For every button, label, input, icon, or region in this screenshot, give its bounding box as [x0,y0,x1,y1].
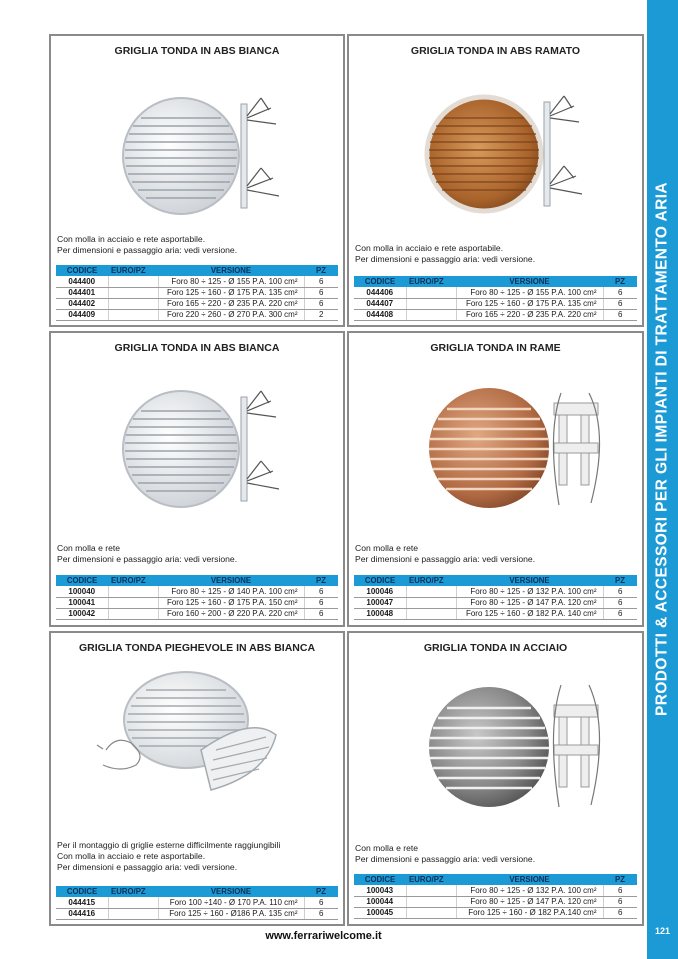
cell-price [108,586,158,597]
panel-title: GRIGLIA TONDA IN RAME [430,342,561,354]
header-code: CODICE [56,265,108,276]
cell-price [406,309,456,320]
header-version: VERSIONE [456,874,603,885]
spec-table [354,276,637,321]
cell-code: 044407 [354,298,406,309]
header-qty: PZ [603,575,637,586]
cell-code: 044400 [56,276,108,287]
table-row [56,276,338,287]
header-version: VERSIONE [158,886,304,897]
cell-code: 044416 [56,908,108,919]
table-row [56,309,338,320]
spec-table [56,265,338,321]
panel-description [355,843,636,865]
header-qty: PZ [304,886,338,897]
product-panel-pieghevole [49,631,345,926]
cell-qty: 6 [603,309,637,320]
cell-price [108,608,158,619]
header-price: EURO/PZ [406,276,456,287]
spec-table [56,575,338,620]
cell-code: 044402 [56,298,108,309]
header-code: CODICE [56,575,108,586]
cell-qty: 6 [304,287,338,298]
cell-price [406,885,456,896]
header-price: EURO/PZ [406,575,456,586]
steel-grille-image [419,669,609,819]
desc-line: Con molla e rete [355,543,419,553]
cell-qty: 6 [603,885,637,896]
cell-version: Foro 80 ÷ 125 - Ø 140 P.A. 100 cm² [158,586,304,597]
desc-line: Per dimensioni e passaggio aria: vedi versione. [355,854,536,864]
cell-price [406,586,456,597]
cell-code: 100040 [56,586,108,597]
spec-table [56,886,338,920]
cell-qty: 6 [603,586,637,597]
cell-qty: 6 [304,298,338,309]
cell-qty: 6 [304,897,338,908]
cell-price [406,907,456,918]
cell-qty: 6 [603,907,637,918]
header-qty: PZ [603,276,637,287]
panel-title: GRIGLIA TONDA IN ABS BIANCA [114,342,280,354]
header-version: VERSIONE [456,575,603,586]
cell-version: Foro 165 ÷ 220 - Ø 235 P.A. 220 cm² [456,309,603,320]
cell-qty: 6 [603,896,637,907]
cell-code: 044415 [56,897,108,908]
product-panel-acciaio [347,631,644,926]
cell-price [108,897,158,908]
cell-code: 100042 [56,608,108,619]
table-row [354,885,637,896]
cell-qty: 6 [304,586,338,597]
cell-version: Foro 160 ÷ 200 - Ø 220 P.A. 220 cm² [158,608,304,619]
page-number: 121 [654,926,671,936]
desc-line: Con molla in acciaio e rete asportabile. [57,851,206,861]
panel-title: GRIGLIA TONDA IN ABS BIANCA [114,45,280,57]
table-row [56,897,338,908]
cell-qty: 6 [603,287,637,298]
cell-code: 100046 [354,586,406,597]
cell-price [406,896,456,907]
cell-version: Foro 100 ÷140 - Ø 170 P.A. 110 cm² [158,897,304,908]
sidebar-title: PRODOTTI & ACCESSORI PER GLI IMPIANTI DI TRATTAMENTO ARIA [653,182,671,717]
header-code: CODICE [354,575,406,586]
desc-line: Per dimensioni e passaggio aria: vedi versione. [355,554,536,564]
cell-price [406,298,456,309]
desc-line: Con molla e rete [57,543,121,553]
panel-description [57,543,337,565]
panel-description [355,543,636,565]
header-code: CODICE [354,874,406,885]
spec-table [354,874,637,919]
cell-qty: 6 [304,597,338,608]
cell-version: Foro 80 ÷ 125 - Ø 132 P.A. 100 cm² [456,885,603,896]
header-version: VERSIONE [456,276,603,287]
cell-version: Foro 165 ÷ 220 - Ø 235 P.A. 220 cm² [158,298,304,309]
cell-code: 044401 [56,287,108,298]
cell-code: 100041 [56,597,108,608]
header-qty: PZ [304,575,338,586]
desc-line: Con molla e rete [355,843,419,853]
cell-code: 044409 [56,309,108,320]
cell-qty: 6 [304,608,338,619]
cell-version: Foro 80 ÷ 125 - Ø 155 P.A. 100 cm² [158,276,304,287]
table-row [56,908,338,919]
cell-price [108,309,158,320]
table-row [354,298,637,309]
cell-qty: 6 [603,298,637,309]
desc-line: Per dimensioni e passaggio aria: vedi versione. [57,245,238,255]
white-round-grille-image [111,379,291,529]
cell-price [406,287,456,298]
cell-version: Foro 125 ÷ 160 - Ø 175 P.A. 135 cm² [158,287,304,298]
panel-title: GRIGLIA TONDA IN ACCIAIO [423,642,568,654]
product-panel-abs-ramato [347,34,644,327]
cell-price [406,597,456,608]
table-row [354,309,637,320]
header-code: CODICE [56,886,108,897]
cell-price [108,287,158,298]
cell-price [108,276,158,287]
table-row [354,907,637,918]
copper-grille-image [419,373,609,523]
header-version: VERSIONE [158,265,304,276]
cell-price [406,608,456,619]
cell-version: Foro 125 ÷ 160 - Ø 182 P.A. 140 cm² [456,608,603,619]
white-round-grille-image [111,86,291,236]
header-price: EURO/PZ [108,265,158,276]
cell-code: 100045 [354,907,406,918]
header-qty: PZ [304,265,338,276]
table-row [56,287,338,298]
table-row [354,586,637,597]
desc-line: Con molla in acciaio e rete asportabile. [355,243,504,253]
cell-qty: 2 [304,309,338,320]
cell-version: Foro 125 ÷ 160 - Ø 182 P.A.140 cm² [456,907,603,918]
desc-line: Per dimensioni e passaggio aria: vedi versione. [355,254,536,264]
panel-title: GRIGLIA TONDA PIEGHEVOLE IN ABS BIANCA [78,642,316,654]
cell-qty: 6 [304,276,338,287]
desc-line: Per dimensioni e passaggio aria: vedi versione. [57,862,238,872]
cell-version: Foro 80 ÷ 125 - Ø 132 P.A. 100 cm² [456,586,603,597]
cell-version: Foro 125 ÷ 160 - Ø 175 P.A. 150 cm² [158,597,304,608]
cell-code: 044406 [354,287,406,298]
table-row [354,597,637,608]
table-row [56,586,338,597]
cell-price [108,597,158,608]
cell-qty: 6 [304,908,338,919]
header-price: EURO/PZ [108,886,158,897]
cell-code: 100044 [354,896,406,907]
cell-qty: 6 [603,597,637,608]
panel-title: GRIGLIA TONDA IN ABS RAMATO [410,45,581,57]
cell-version: Foro 125 ÷ 160 - Ø186 P.A. 135 cm² [158,908,304,919]
cell-version: Foro 220 ÷ 260 - Ø 270 P.A. 300 cm² [158,309,304,320]
cell-code: 100048 [354,608,406,619]
table-row [56,608,338,619]
cell-version: Foro 80 ÷ 125 - Ø 147 P.A. 120 cm² [456,597,603,608]
panel-description [355,243,636,265]
desc-line: Per dimensioni e passaggio aria: vedi versione. [57,554,238,564]
cell-version: Foro 80 ÷ 125 - Ø 147 P.A. 120 cm² [456,896,603,907]
panel-description [57,840,337,873]
header-price: EURO/PZ [406,874,456,885]
header-qty: PZ [603,874,637,885]
product-panel-abs-bianca-2 [49,331,345,627]
product-panel-rame [347,331,644,627]
table-row [56,298,338,309]
header-version: VERSIONE [158,575,304,586]
copper-abs-grille-image [414,84,594,234]
cell-version: Foro 125 ÷ 160 - Ø 175 P.A. 135 cm² [456,298,603,309]
website-link[interactable]: www.ferrariwelcome.it [265,930,382,942]
cell-code: 044408 [354,309,406,320]
cell-price [108,298,158,309]
header-price: EURO/PZ [108,575,158,586]
table-row [354,287,637,298]
desc-line: Per il montaggio di griglie esterne difficilmente raggiungibili [57,840,281,850]
cell-qty: 6 [603,608,637,619]
header-code: CODICE [354,276,406,287]
cell-code: 100047 [354,597,406,608]
panel-description [57,234,337,256]
table-row [354,608,637,619]
cell-code: 100043 [354,885,406,896]
product-panel-abs-bianca-1 [49,34,345,327]
cell-version: Foro 80 ÷ 125 - Ø 155 P.A. 100 cm² [456,287,603,298]
folding-grille-image [91,665,311,805]
spec-table [354,575,637,620]
table-row [56,597,338,608]
table-row [354,896,637,907]
desc-line: Con molla in acciaio e rete asportabile. [57,234,206,244]
cell-price [108,908,158,919]
